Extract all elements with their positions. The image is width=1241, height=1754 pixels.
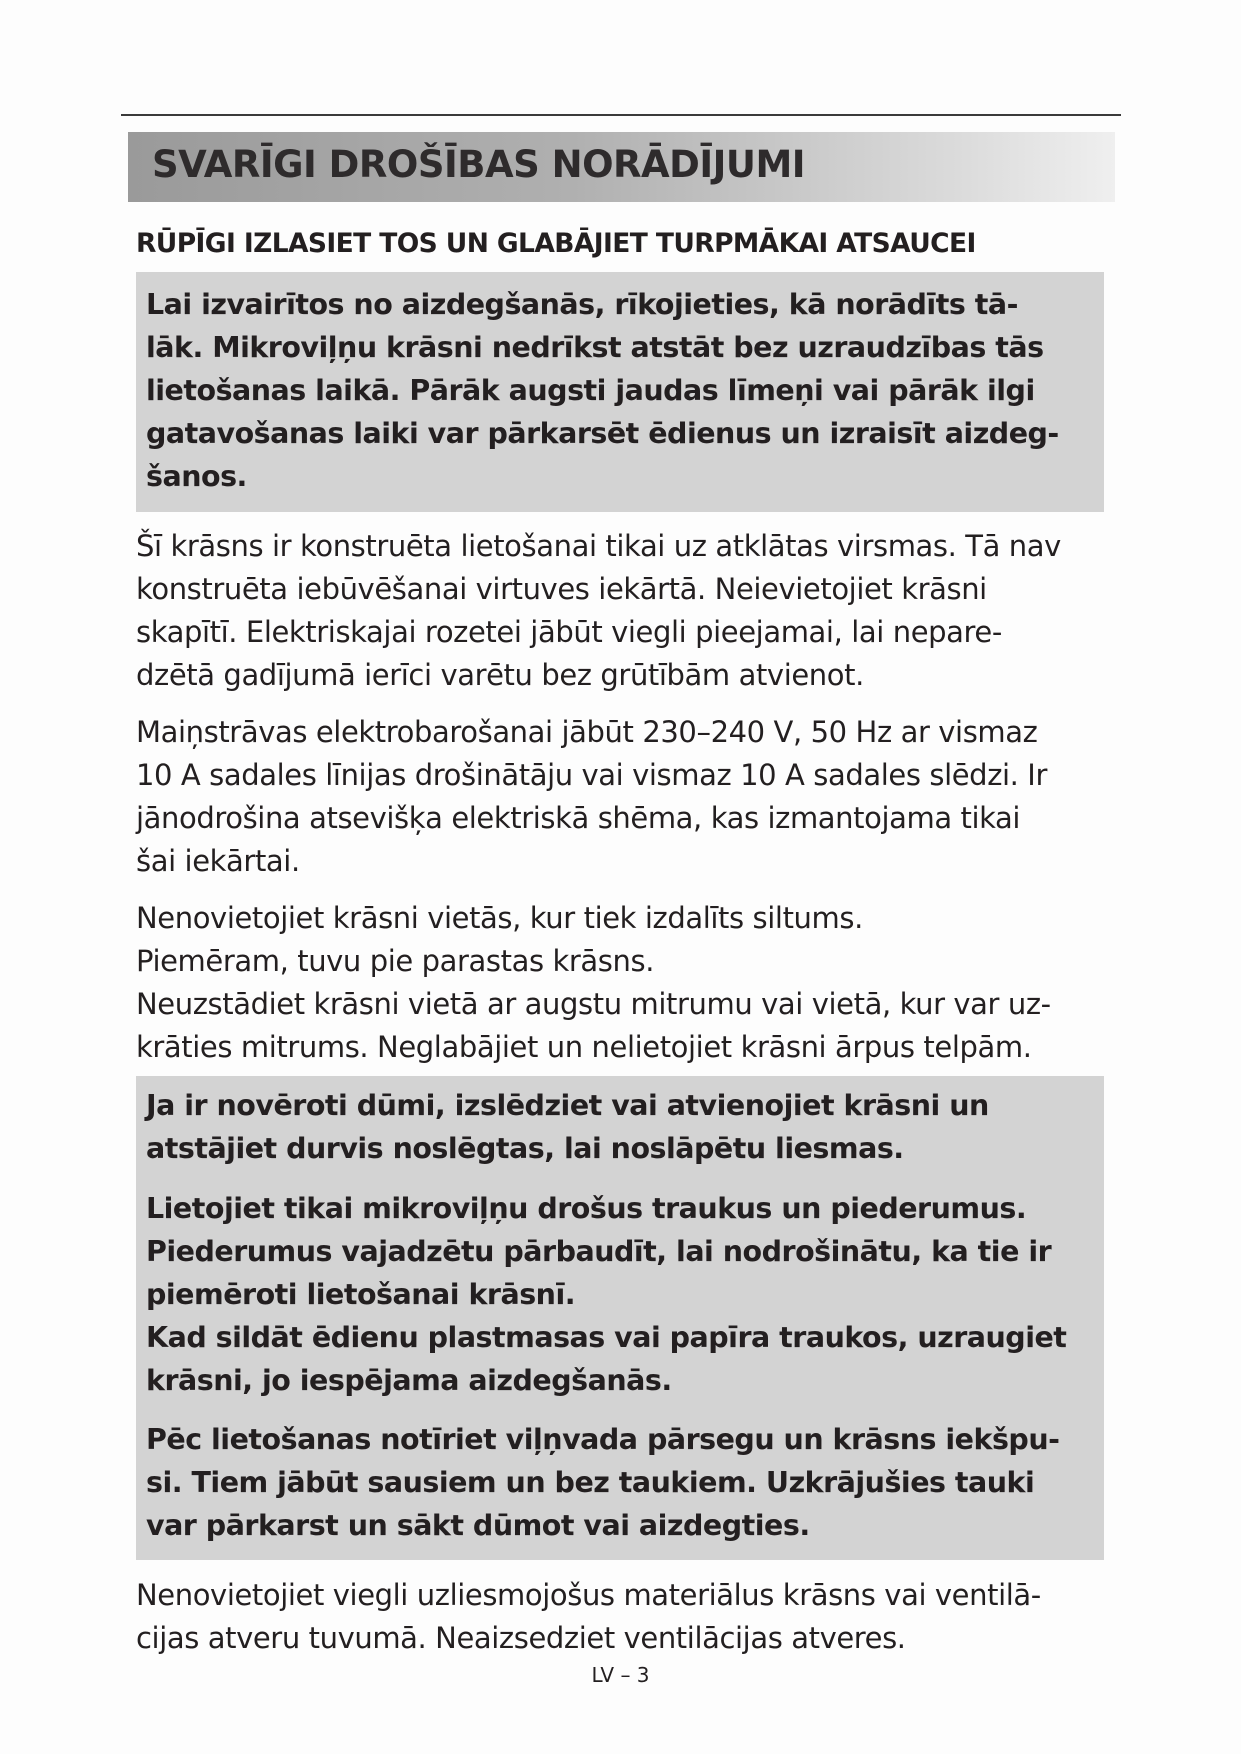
text-line: Lai izvairītos no aizdegšanās, rīkojieties, kā norādīts tā- [146,288,1018,321]
text-line: Nenovietojiet viegli uzliesmojošus materiālus krāsns vai ventilā- [136,1578,1041,1612]
text-line: šai iekārtai. [136,844,300,878]
warning-smoke-text [146,1084,1096,1170]
paragraph-installation [136,525,1116,697]
text-line: Piederumus vajadzētu pārbaudīt, lai nodrošinātu, ka tie ir [146,1235,1052,1268]
text-line: Lietojiet tikai mikroviļņu drošus traukus un piederumus. [146,1192,1027,1225]
text-line: piemēroti lietošanai krāsnī. [146,1278,576,1311]
text-line: cijas atveru tuvumā. Neaizsedziet ventilācijas atveres. [136,1621,906,1655]
text-line: Pēc lietošanas notīriet viļņvada pārsegu un krāsns iekšpu- [146,1423,1060,1456]
text-line: Maiņstrāvas elektrobarošanai jābūt 230–240 V, 50 Hz ar vismaz [136,715,1038,749]
text-line: jānodrošina atsevišķa elektriskā shēma, kas izmantojama tikai [136,801,1021,835]
text-line: konstruēta iebūvēšanai virtuves iekārtā. Neievietojiet krāsni [136,572,987,606]
paragraph-placement [136,897,1116,1069]
text-line: Piemēram, tuvu pie parastas krāsns. [136,944,655,978]
page-title: SVARĪGI DROŠĪBAS NORĀDĪJUMI [152,143,806,186]
section-subtitle: RŪPĪGI IZLASIET TOS UN GLABĀJIET TURPMĀKAI ATSAUCEI [136,228,976,259]
text-line: gatavošanas laiki var pārkarsēt ēdienus un izraisīt aizdeg- [146,417,1059,450]
text-line: lietošanas laikā. Pārāk augsti jaudas līmeņi vai pārāk ilgi [146,374,1035,407]
text-line: Kad sildāt ēdienu plastmasas vai papīra traukos, uzraugiet [146,1321,1067,1354]
warning-fire-text [146,283,1096,498]
text-line: Šī krāsns ir konstruēta lietošanai tikai uz atklātas virsmas. Tā nav [136,529,1061,563]
text-line: 10 A sadales līnijas drošinātāju vai vismaz 10 A sadales slēdzi. Ir [136,758,1047,792]
paragraph-ventilation [136,1574,1116,1660]
text-line: krāsni, jo iespējama aizdegšanās. [146,1364,672,1397]
text-line: lāk. Mikroviļņu krāsni nedrīkst atstāt bez uzraudzības tās [146,331,1044,364]
text-line: si. Tiem jābūt sausiem un bez taukiem. Uzkrājušies tauki [146,1466,1035,1499]
top-rule [121,114,1121,116]
text-line: var pārkarst un sākt dūmot vai aizdegties. [146,1509,810,1542]
paragraph-power-supply [136,711,1116,883]
text-line: Nenovietojiet krāsni vietās, kur tiek izdalīts siltums. [136,901,863,935]
text-line: atstājiet durvis noslēgtas, lai noslāpētu liesmas. [146,1132,904,1165]
text-line: Neuzstādiet krāsni vietā ar augstu mitrumu vai vietā, kur var uz- [136,987,1051,1021]
page-number: LV – 3 [591,1663,650,1687]
text-line: Ja ir novēroti dūmi, izslēdziet vai atvienojiet krāsni un [146,1089,989,1122]
text-line: dzētā gadījumā ierīci varētu bez grūtībām atvienot. [136,658,864,692]
warning-cleaning-text [146,1418,1096,1547]
text-line: skapītī. Elektriskajai rozetei jābūt viegli pieejamai, lai nepare- [136,615,1002,649]
text-line: krāties mitrums. Neglabājiet un nelietojiet krāsni ārpus telpām. [136,1030,1032,1064]
warning-utensils-text [146,1187,1096,1402]
text-line: šanos. [146,460,247,493]
